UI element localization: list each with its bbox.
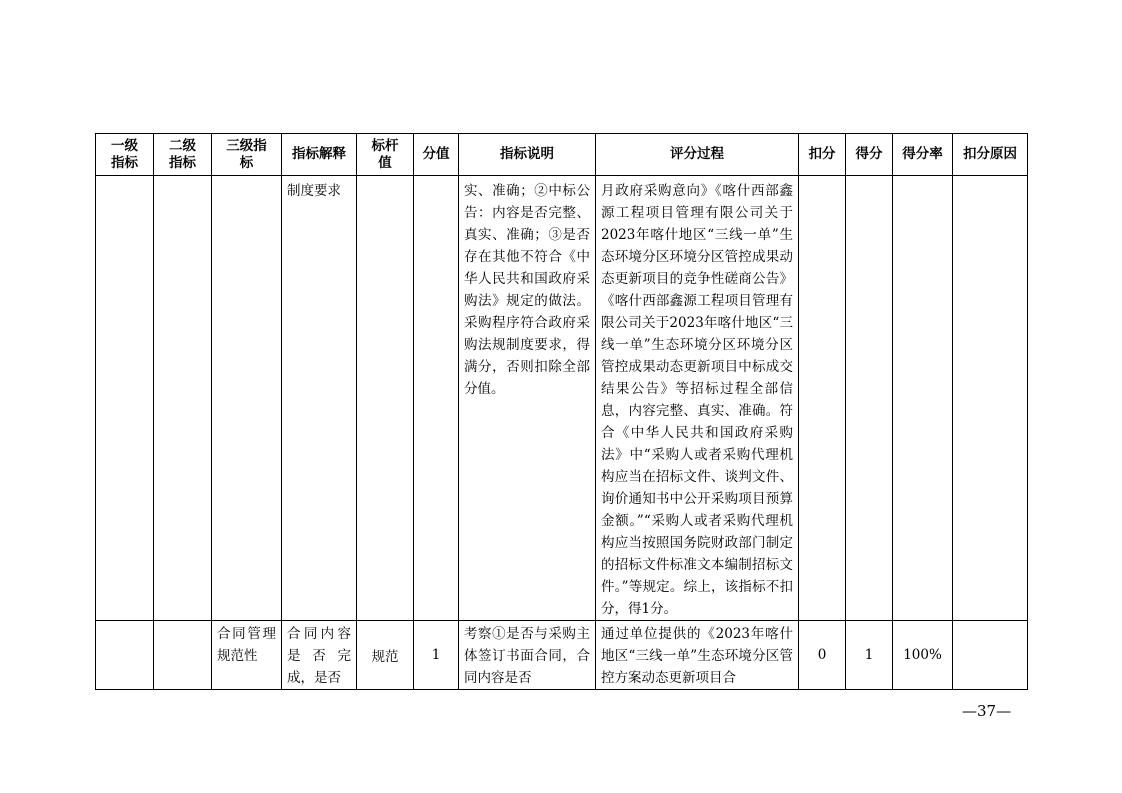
- header-deduction-reason: 扣分原因: [953, 134, 1028, 176]
- table-row: [96, 176, 1028, 621]
- cell-explanation: [282, 621, 357, 690]
- header-indicator-explanation: 指标解释: [282, 134, 357, 176]
- header-level3-indicator: 三级指 标: [212, 134, 282, 176]
- page-number: —37—: [962, 702, 1012, 720]
- cell-score-value: 1: [414, 621, 459, 690]
- cell-description: [459, 621, 596, 690]
- header-score: 得分: [846, 134, 893, 176]
- cell-score: [846, 176, 893, 621]
- cell-benchmark: [357, 176, 414, 621]
- cell-deduction-reason: [953, 176, 1028, 621]
- evaluation-table: [95, 133, 1028, 690]
- cell-deduction: [799, 176, 846, 621]
- header-level1-indicator: 一级 指标: [96, 134, 154, 176]
- header-score-value: 分值: [414, 134, 459, 176]
- header-score-rate: 得分率: [893, 134, 953, 176]
- scoring-process-text: 通过单位提供的《2023年喀什地区“三线一单”生态环境分区管控方案动态更新项目合: [601, 626, 793, 686]
- explanation-text: 制度要求: [287, 183, 341, 199]
- cell-score: 1: [846, 621, 893, 690]
- cell-scoring-process: [596, 176, 799, 621]
- header-benchmark: 标杆 值: [357, 134, 414, 176]
- table-row: [96, 621, 1028, 690]
- level3-text: 合同管理规范性: [217, 626, 276, 664]
- cell-deduction: 0: [799, 621, 846, 690]
- cell-scoring-process: [596, 621, 799, 690]
- table-header-row: [96, 134, 1028, 176]
- cell-level2: [154, 176, 212, 621]
- header-scoring-process: 评分过程: [596, 134, 799, 176]
- cell-level3: [212, 621, 282, 690]
- cell-score-rate: 100%: [893, 621, 953, 690]
- cell-score-value: [414, 176, 459, 621]
- cell-benchmark: 规范: [357, 621, 414, 690]
- cell-explanation: [282, 176, 357, 621]
- description-text: 考察①是否与采购主体签订书面合同，合同内容是否: [464, 626, 590, 686]
- cell-deduction-reason: [953, 621, 1028, 690]
- scoring-process-text: 月政府采购意向》《喀什西部鑫源工程项目管理有限公司关于2023年喀什地区“三线一单”生态环境分区环境分区管控成果动态更新项目的竞争性磋商公告》《喀什西部鑫源工程项目管理有限公司关于2023年喀什地区“三线一单”生态环境分区环境分区管控成果动态更新项目中标成交结果公告》等招标过程全部信息，内容完整、真实、准确。符合《中华人民共和国政府采购法》中“采购人或者采购代理机构应当在招标文件、谈判文件、询价通知书中公开采购项目预算金额。”“采购人或者采购代理机构应当按照国务院财政部门制定的招标文件标准文本编制招标文件。”等规定。综上，该指标不扣分，得1分。: [601, 183, 793, 617]
- cell-level2: [154, 621, 212, 690]
- cell-description: [459, 176, 596, 621]
- header-level2-indicator: 二级 指标: [154, 134, 212, 176]
- cell-score-rate: [893, 176, 953, 621]
- cell-level1: [96, 621, 154, 690]
- cell-level1: [96, 176, 154, 621]
- cell-level3: [212, 176, 282, 621]
- description-text: 实、准确；②中标公告：内容是否完整、真实、准确；③是否存在其他不符合《中华人民共和国政府采购法》规定的做法。采购程序符合政府采购法规制度要求，得满分，否则扣除全部分值。: [464, 183, 590, 397]
- header-deduction: 扣分: [799, 134, 846, 176]
- explanation-text: 合同内容是否完成，是否: [287, 626, 351, 686]
- header-indicator-description: 指标说明: [459, 134, 596, 176]
